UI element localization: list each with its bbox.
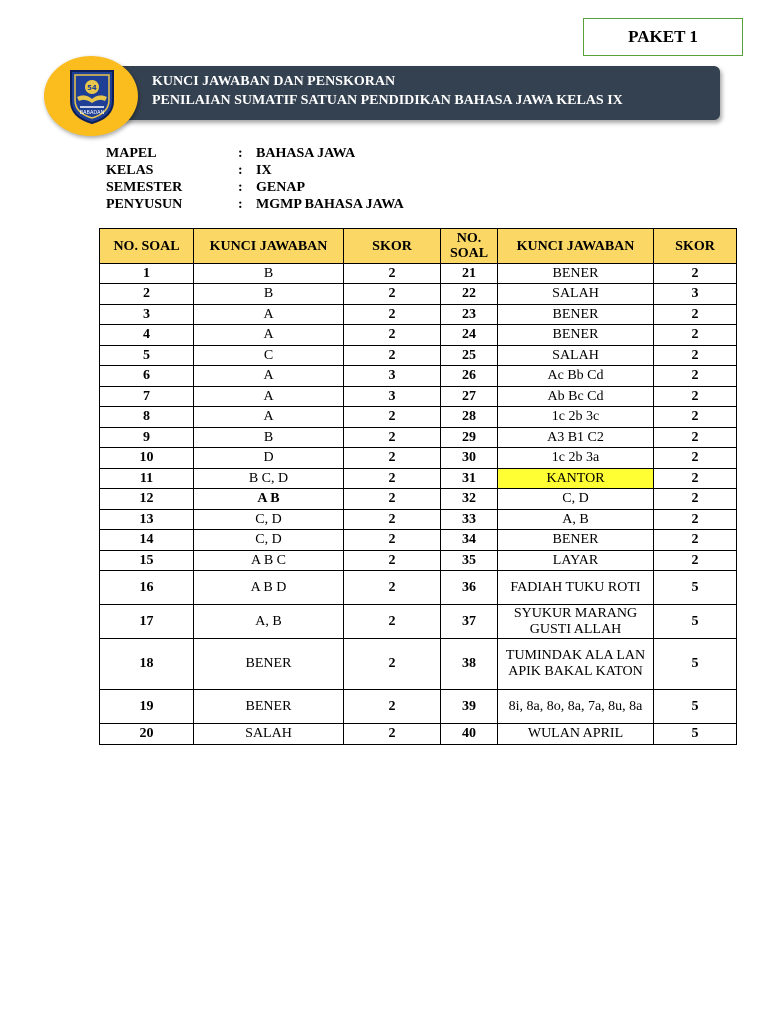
cell-skor-2: 2 <box>654 325 737 346</box>
table-row <box>100 551 737 571</box>
cell-no-soal-2: 26 <box>441 366 498 387</box>
logo-text: BABADAN <box>79 110 105 116</box>
cell-kunci-jawaban: SALAH <box>194 724 344 745</box>
cell-kunci-jawaban: C, D <box>194 510 344 530</box>
table-row <box>100 366 737 387</box>
info-label: SEMESTER <box>106 180 183 195</box>
table-row <box>100 387 737 407</box>
cell-skor: 3 <box>344 387 441 407</box>
table-row <box>100 305 737 325</box>
cell-skor: 2 <box>344 724 441 745</box>
cell-no-soal-2: 40 <box>441 724 498 745</box>
table-row <box>100 530 737 551</box>
school-emblem-icon <box>67 67 117 125</box>
cell-no-soal-2: 35 <box>441 551 498 571</box>
cell-skor: 2 <box>344 264 441 284</box>
cell-no-soal: 10 <box>100 448 194 469</box>
cell-no-soal: 18 <box>100 639 194 690</box>
cell-kunci-jawaban-2: SALAH <box>498 346 654 366</box>
table-row <box>100 469 737 489</box>
cell-skor-2: 2 <box>654 305 737 325</box>
cell-no-soal-2: 34 <box>441 530 498 551</box>
cell-kunci-jawaban-2: WULAN APRIL <box>498 724 654 745</box>
header-kunci-jawaban-2: KUNCI JAWABAN <box>498 229 654 264</box>
cell-no-soal-2: 33 <box>441 510 498 530</box>
cell-no-soal-2: 22 <box>441 284 498 305</box>
cell-no-soal: 6 <box>100 366 194 387</box>
cell-skor-2: 2 <box>654 448 737 469</box>
cell-kunci-jawaban-2: Ac Bb Cd <box>498 366 654 387</box>
cell-skor-2: 2 <box>654 264 737 284</box>
cell-kunci-jawaban: A, B <box>194 605 344 639</box>
header-banner <box>112 66 720 120</box>
cell-no-soal: 9 <box>100 428 194 448</box>
cell-no-soal: 13 <box>100 510 194 530</box>
cell-skor: 2 <box>344 346 441 366</box>
table-row <box>100 489 737 510</box>
cell-kunci-jawaban-2: FADIAH TUKU ROTI <box>498 571 654 605</box>
cell-kunci-jawaban-2: BENER <box>498 325 654 346</box>
cell-kunci-jawaban-2: 8i, 8a, 8o, 8a, 7a, 8u, 8a <box>498 690 654 724</box>
cell-skor: 2 <box>344 690 441 724</box>
info-value: IX <box>256 163 272 178</box>
table-row <box>100 428 737 448</box>
cell-no-soal-2: 39 <box>441 690 498 724</box>
cell-skor-2: 2 <box>654 510 737 530</box>
cell-skor-2: 2 <box>654 346 737 366</box>
info-label: MAPEL <box>106 146 157 161</box>
cell-kunci-jawaban: C <box>194 346 344 366</box>
cell-skor-2: 2 <box>654 366 737 387</box>
cell-kunci-jawaban-2: 1c 2b 3c <box>498 407 654 428</box>
table-row <box>100 571 737 605</box>
cell-skor-2: 2 <box>654 407 737 428</box>
cell-skor: 2 <box>344 325 441 346</box>
cell-no-soal-2: 36 <box>441 571 498 605</box>
cell-kunci-jawaban: C, D <box>194 530 344 551</box>
cell-kunci-jawaban-2: SYUKUR MARANG GUSTI ALLAH <box>498 605 654 639</box>
info-row-mapel <box>106 145 404 162</box>
header-skor-2: SKOR <box>654 229 737 264</box>
cell-kunci-jawaban: A <box>194 387 344 407</box>
cell-no-soal-2: 31 <box>441 469 498 489</box>
table-row <box>100 690 737 724</box>
info-colon: : <box>238 180 243 195</box>
cell-skor: 2 <box>344 428 441 448</box>
info-row-kelas <box>106 162 404 179</box>
cell-no-soal: 7 <box>100 387 194 407</box>
table-row <box>100 510 737 530</box>
cell-kunci-jawaban-2: C, D <box>498 489 654 510</box>
info-value: MGMP BAHASA JAWA <box>256 197 404 212</box>
cell-skor: 2 <box>344 489 441 510</box>
cell-no-soal: 3 <box>100 305 194 325</box>
table-row <box>100 284 737 305</box>
cell-skor-2: 5 <box>654 571 737 605</box>
table-row <box>100 605 737 639</box>
cell-no-soal: 5 <box>100 346 194 366</box>
cell-no-soal-2: 32 <box>441 489 498 510</box>
table-row <box>100 346 737 366</box>
info-value: BAHASA JAWA <box>256 146 356 161</box>
paket-label: PAKET 1 <box>583 18 743 56</box>
cell-kunci-jawaban: BENER <box>194 639 344 690</box>
cell-kunci-jawaban-2: SALAH <box>498 284 654 305</box>
cell-no-soal-2: 21 <box>441 264 498 284</box>
cell-skor: 2 <box>344 530 441 551</box>
cell-skor: 2 <box>344 284 441 305</box>
cell-no-soal-2: 28 <box>441 407 498 428</box>
cell-no-soal-2: 38 <box>441 639 498 690</box>
table-row <box>100 639 737 690</box>
cell-skor-2: 2 <box>654 428 737 448</box>
cell-kunci-jawaban-2: KANTOR <box>498 469 654 489</box>
header-skor: SKOR <box>344 229 441 264</box>
cell-kunci-jawaban-2: A3 B1 C2 <box>498 428 654 448</box>
cell-skor-2: 5 <box>654 639 737 690</box>
cell-no-soal: 14 <box>100 530 194 551</box>
cell-no-soal: 12 <box>100 489 194 510</box>
table-row <box>100 724 737 745</box>
cell-kunci-jawaban: A <box>194 407 344 428</box>
cell-kunci-jawaban: BENER <box>194 690 344 724</box>
header-title-line2: PENILAIAN SUMATIF SATUAN PENDIDIKAN BAHASA JAWA KELAS IX <box>152 93 623 108</box>
cell-skor-2: 2 <box>654 489 737 510</box>
cell-kunci-jawaban-2: Ab Bc Cd <box>498 387 654 407</box>
cell-skor: 2 <box>344 551 441 571</box>
cell-kunci-jawaban: B <box>194 428 344 448</box>
info-label: KELAS <box>106 163 154 178</box>
cell-no-soal: 11 <box>100 469 194 489</box>
cell-no-soal: 16 <box>100 571 194 605</box>
cell-kunci-jawaban-2: A, B <box>498 510 654 530</box>
cell-skor: 2 <box>344 605 441 639</box>
info-colon: : <box>238 146 243 161</box>
cell-kunci-jawaban: B <box>194 264 344 284</box>
cell-skor: 2 <box>344 639 441 690</box>
cell-kunci-jawaban: D <box>194 448 344 469</box>
cell-no-soal-2: 37 <box>441 605 498 639</box>
cell-no-soal-2: 27 <box>441 387 498 407</box>
cell-kunci-jawaban: B C, D <box>194 469 344 489</box>
cell-kunci-jawaban-2: BENER <box>498 530 654 551</box>
cell-skor: 2 <box>344 571 441 605</box>
cell-skor-2: 2 <box>654 387 737 407</box>
info-colon: : <box>238 163 243 178</box>
cell-no-soal: 15 <box>100 551 194 571</box>
header-no-soal-2: NO. SOAL <box>441 229 498 264</box>
cell-skor-2: 2 <box>654 530 737 551</box>
cell-skor-2: 2 <box>654 551 737 571</box>
info-block <box>106 145 404 213</box>
cell-kunci-jawaban-2: BENER <box>498 305 654 325</box>
cell-kunci-jawaban-2: 1c 2b 3a <box>498 448 654 469</box>
cell-kunci-jawaban: A B D <box>194 571 344 605</box>
cell-skor-2: 5 <box>654 605 737 639</box>
cell-skor-2: 5 <box>654 724 737 745</box>
cell-no-soal-2: 24 <box>441 325 498 346</box>
svg-text:54: 54 <box>87 84 97 92</box>
answer-key-table <box>99 228 737 745</box>
cell-skor-2: 5 <box>654 690 737 724</box>
cell-skor-2: 2 <box>654 469 737 489</box>
cell-no-soal: 1 <box>100 264 194 284</box>
info-label: PENYUSUN <box>106 197 183 212</box>
cell-skor: 2 <box>344 469 441 489</box>
cell-skor: 3 <box>344 366 441 387</box>
cell-no-soal: 8 <box>100 407 194 428</box>
cell-kunci-jawaban: A <box>194 325 344 346</box>
cell-no-soal: 2 <box>100 284 194 305</box>
cell-no-soal-2: 30 <box>441 448 498 469</box>
table-row <box>100 407 737 428</box>
table-row <box>100 264 737 284</box>
cell-skor-2: 3 <box>654 284 737 305</box>
cell-no-soal-2: 25 <box>441 346 498 366</box>
table-header-row <box>100 229 737 264</box>
cell-skor: 2 <box>344 407 441 428</box>
info-row-semester <box>106 179 404 196</box>
cell-skor: 2 <box>344 510 441 530</box>
cell-no-soal: 19 <box>100 690 194 724</box>
table-row <box>100 448 737 469</box>
header-title-line1: KUNCI JAWABAN DAN PENSKORAN <box>152 74 396 89</box>
cell-kunci-jawaban-2: TUMINDAK ALA LAN APIK BAKAL KATON <box>498 639 654 690</box>
info-row-penyusun <box>106 196 404 213</box>
cell-kunci-jawaban-2: LAYAR <box>498 551 654 571</box>
table-body <box>100 264 737 745</box>
header-kunci-jawaban: KUNCI JAWABAN <box>194 229 344 264</box>
cell-no-soal: 17 <box>100 605 194 639</box>
cell-kunci-jawaban-2: BENER <box>498 264 654 284</box>
cell-no-soal: 20 <box>100 724 194 745</box>
cell-no-soal: 4 <box>100 325 194 346</box>
header-no-soal: NO. SOAL <box>100 229 194 264</box>
info-value: GENAP <box>256 180 305 195</box>
cell-kunci-jawaban: B <box>194 284 344 305</box>
cell-skor: 2 <box>344 305 441 325</box>
cell-kunci-jawaban: A B C <box>194 551 344 571</box>
cell-kunci-jawaban: A B <box>194 489 344 510</box>
cell-skor: 2 <box>344 448 441 469</box>
cell-kunci-jawaban: A <box>194 366 344 387</box>
info-colon: : <box>238 197 243 212</box>
cell-kunci-jawaban: A <box>194 305 344 325</box>
cell-no-soal-2: 29 <box>441 428 498 448</box>
cell-no-soal-2: 23 <box>441 305 498 325</box>
table-row <box>100 325 737 346</box>
